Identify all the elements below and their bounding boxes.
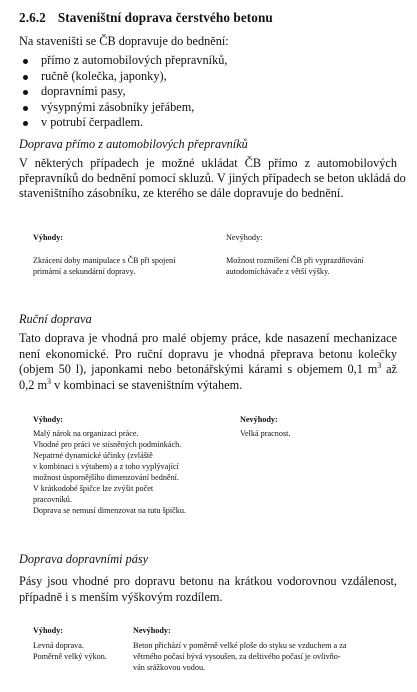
section-heading [19, 10, 273, 26]
advantages-label: Výhody: [33, 415, 64, 424]
disadvantages-label: Nevýhody: [226, 233, 263, 242]
subsection-title-manual: Ruční doprava [19, 312, 92, 326]
advantages-label: Výhody: [33, 233, 64, 242]
intro-text: Na staveništi se ČB dopravuje do bednění: [19, 34, 229, 48]
disadvantages-label: Nevýhody: [240, 415, 278, 424]
bullet-icon [23, 75, 28, 80]
disadvantages-label: Nevýhody: [133, 626, 171, 635]
disadvantages-list: Možnost rozmíšení ČB při vyprazdňování autodomíchávače z větší výšky. [226, 256, 364, 276]
advantages-list: Zkrácení doby manipulace s ČB při spojení primární a sekundární dopravy. [33, 256, 176, 276]
list-item: přímo z automobilových přepravníků, [19, 53, 399, 69]
advantages-list: Malý nárok na organizaci práce. Vhodné pro práci ve stísněných podmínkách. Nepatrné dynamické účinky (zvláště v kombinaci s výtahem) a z toho vyplývající možnost úspornějšího dimenzování bednění. V krátkodobé špičce lze zvýšit počet pracovníků. Doprava se nemusí dimenzovat na tutu špičku. [33, 429, 187, 515]
subsection-title-conveyor: Doprava dopravními pásy [19, 552, 149, 566]
list-item: v potrubí čerpadlem. [19, 115, 399, 131]
section-number: 2.6.2 [19, 10, 46, 25]
bullet-icon [23, 106, 28, 111]
paragraph-manual: Tato doprava je vhodná pro malé objemy práce, kde nasazení mechanizace není ekonomické. Pro ruční dopravu je vhodná přeprava betonu kolečky (objem 50 l), japonkami nebo betonářskými kárami s objemem 0,1 $m^3$ až 0,2 $m^3$ v kombinaci se staveništním výtahem. [19, 331, 397, 392]
bullet-icon [23, 121, 28, 126]
list-item: dopravními pasy, [19, 84, 399, 100]
disadvantages-list: Beton přichází v poměrně velké ploše do styku se vzduchem a za větrného počasí bývá vysoušen, za deštivého počasí je ovlivňo- ván srážkovou vodou. [133, 641, 347, 672]
section-title: Staveništní doprava čerstvého betonu [57, 10, 273, 25]
transport-methods-list [19, 53, 399, 131]
advantages-list: Levná doprava. Poměrně velký výkon. [33, 641, 107, 661]
bullet-icon [23, 59, 28, 64]
list-item: ručně (kolečka, japonky), [19, 69, 399, 85]
paragraph-direct: V některých případech je možné ukládat ČB přímo z automobilových přepravníků do bednění pomocí skluzů. V jiných případech se beton ukládá do staveništního zásobníku, ze kterého se dále dopravuje do bednění. [19, 156, 406, 200]
subsection-title-direct: Doprava přímo z automobilových přepravníků [19, 137, 248, 151]
bullet-icon [23, 90, 28, 95]
list-item: výsypnými zásobníky jeřábem, [19, 100, 399, 116]
paragraph-conveyor: Pásy jsou vhodné pro dopravu betonu na krátkou vodorovnou vzdálenost, případně i s menším výškovým rozdílem. [19, 574, 397, 604]
disadvantages-list: Velká pracnost. [240, 429, 291, 438]
advantages-label: Výhody: [33, 626, 64, 635]
